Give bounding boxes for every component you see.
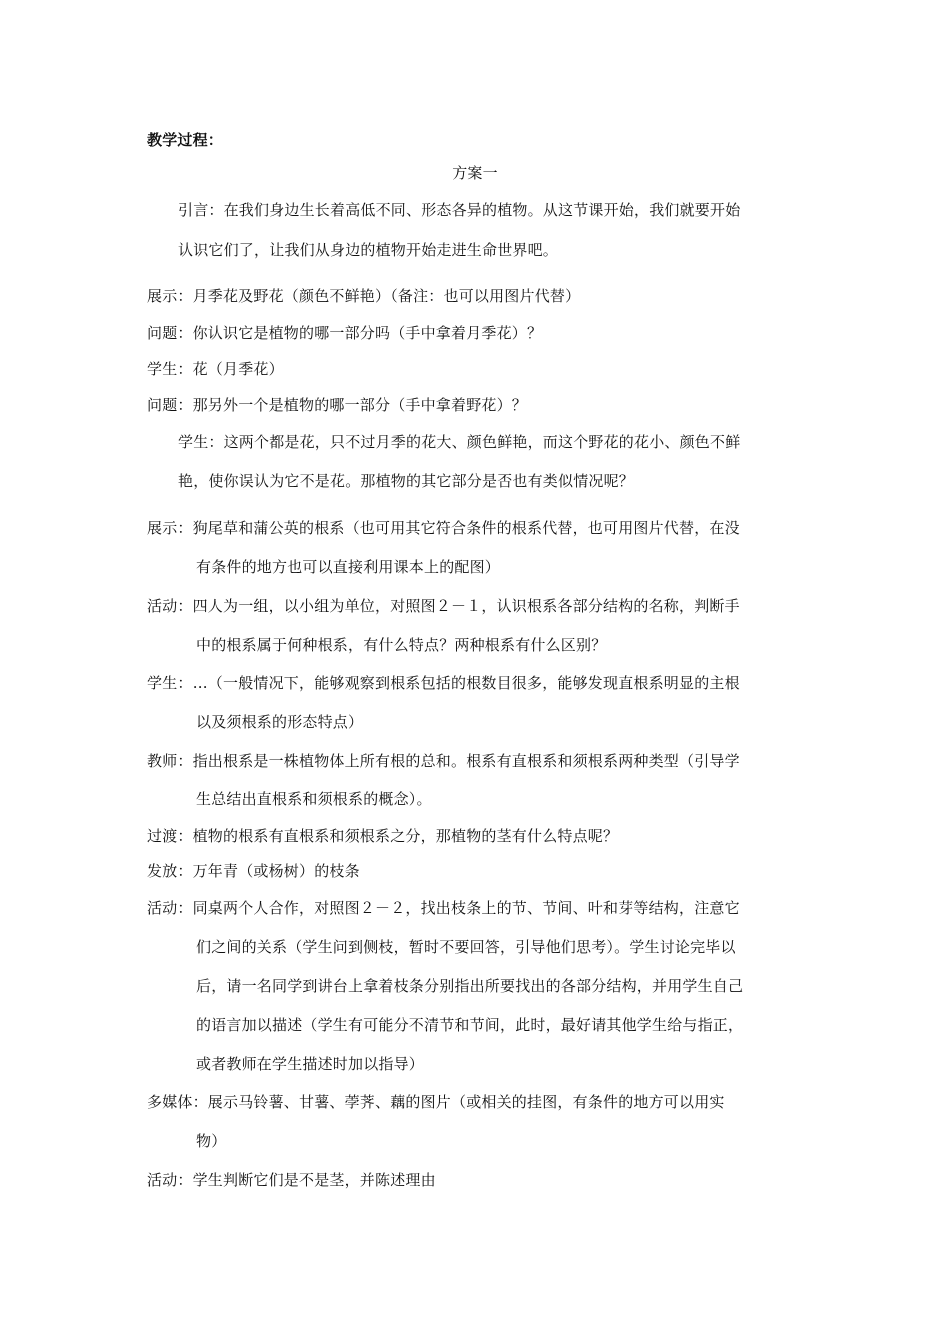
intro-line-2: 认识它们了，让我们从身边的植物开始走进生命世界吧。 (178, 241, 559, 259)
paragraph-question-2: 问题：那另外一个是植物的哪一部分（手中拿着野花）？ (147, 396, 528, 414)
paragraph-student-3-line-2: 以及须根系的形态特点） (196, 713, 364, 731)
paragraph-show-flowers: 展示：月季花及野花（颜色不鲜艳）（备注：也可以用图片代替） (147, 287, 581, 305)
paragraph-transition: 过渡：植物的根系有直根系和须根系之分，那植物的茎有什么特点呢？ (147, 827, 619, 845)
intro-line-1: 引言：在我们身边生长着高低不同、形态各异的植物。从这节课开始，我们就要开始 (178, 201, 741, 219)
paragraph-student-answer-1: 学生：花（月季花） (147, 360, 284, 378)
paragraph-multimedia-line-1: 多媒体：展示马铃薯、甘薯、荸荠、藕的图片（或相关的挂图，有条件的地方可以用实 (147, 1093, 725, 1111)
paragraph-activity-2-line-2: 们之间的关系（学生问到侧枝，暂时不要回答，引导他们思考）。学生讨论完毕以 (196, 938, 736, 956)
plan-title: 方案一 (452, 164, 498, 182)
paragraph-activity-1-line-1: 活动：四人为一组，以小组为单位，对照图２－１，认识根系各部分结构的名称，判断手 (147, 597, 740, 615)
paragraph-student-3-line-1: 学生：…（一般情况下，能够观察到根系包括的根数目很多，能够发现直根系明显的主根 (147, 674, 740, 692)
paragraph-show-roots-line-2: 有条件的地方也可以直接利用课本上的配图） (196, 558, 501, 576)
section-heading: 教学过程： (147, 131, 224, 149)
paragraph-activity-1-line-2: 中的根系属于何种根系，有什么特点？两种根系有什么区别？ (196, 636, 607, 654)
paragraph-activity-2-line-4: 的语言加以描述（学生有可能分不清节和节间，此时，最好请其他学生给与指正， (196, 1016, 744, 1034)
paragraph-teacher-line-1: 教师：指出根系是一株植物体上所有根的总和。根系有直根系和须根系两种类型（引导学 (147, 752, 740, 770)
paragraph-student-answer-2-line-2: 艳，使你误认为它不是花。那植物的其它部分是否也有类似情况呢？ (178, 472, 635, 490)
paragraph-activity-3: 活动：学生判断它们是不是茎，并陈述理由 (147, 1171, 436, 1189)
paragraph-multimedia-line-2: 物） (196, 1132, 227, 1150)
paragraph-show-roots-line-1: 展示：狗尾草和蒲公英的根系（也可用其它符合条件的根系代替，也可用图片代替，在没 (147, 519, 740, 537)
paragraph-student-answer-2-line-1: 学生：这两个都是花，只不过月季的花大、颜色鲜艳，而这个野花的花小、颜色不鲜 (178, 433, 741, 451)
paragraph-activity-2-line-1: 活动：同桌两个人合作，对照图２－２，找出枝条上的节、节间、叶和芽等结构，注意它 (147, 899, 740, 917)
paragraph-question-1: 问题：你认识它是植物的哪一部分吗（手中拿着月季花）？ (147, 324, 543, 342)
paragraph-teacher-line-2: 生总结出直根系和须根系的概念）。 (196, 790, 432, 808)
paragraph-activity-2-line-5: 或者教师在学生描述时加以指导） (196, 1055, 425, 1073)
paragraph-distribute: 发放：万年青（或杨树）的枝条 (147, 862, 360, 880)
paragraph-activity-2-line-3: 后，请一名同学到讲台上拿着枝条分别指出所要找出的各部分结构，并用学生自己 (196, 977, 744, 995)
